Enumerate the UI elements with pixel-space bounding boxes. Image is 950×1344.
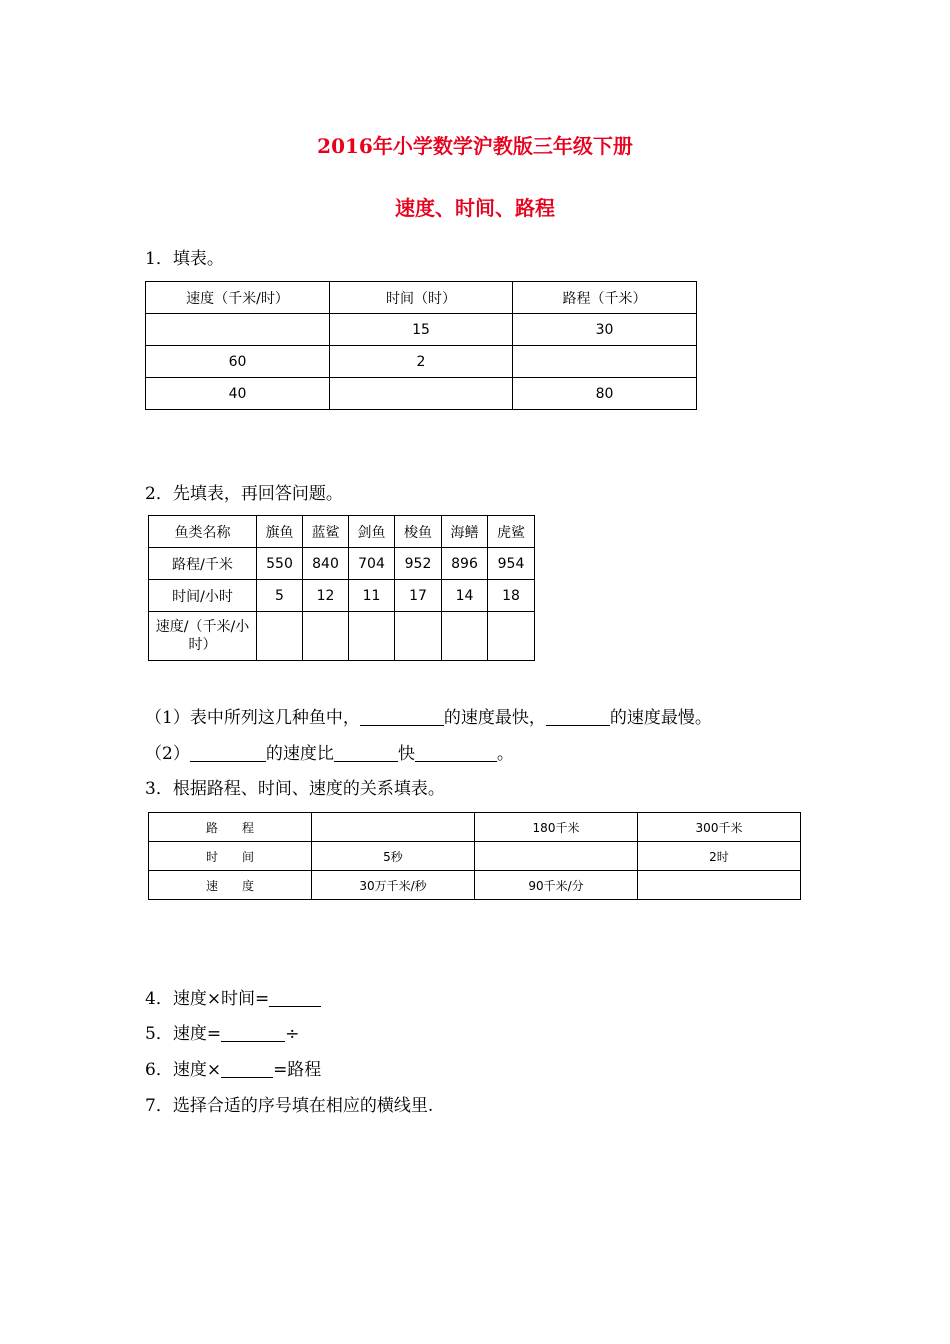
table-cell <box>513 346 697 378</box>
table-cell: 30 <box>513 314 697 346</box>
table-cell <box>442 612 488 661</box>
table-cell: 550 <box>257 548 303 580</box>
q2-sub2-text-d: 。 <box>496 744 514 764</box>
table-cell: 80 <box>513 378 697 410</box>
table-header-row <box>149 516 535 548</box>
table-cell: 952 <box>395 548 442 580</box>
q5 <box>145 1019 299 1044</box>
q5-text-a: 5．速度= <box>145 1024 222 1044</box>
q2-sub1-text-a: （1）表中所列这几种鱼中， <box>145 708 360 728</box>
answer-blank[interactable] <box>269 989 321 1007</box>
table-cell: 速度/（千米/小时） <box>149 612 257 661</box>
table-row <box>146 314 697 346</box>
table-row <box>149 612 535 661</box>
table-header-cell: 海鳝 <box>442 516 488 548</box>
table-row <box>146 378 697 410</box>
q3-label: 3．根据路程、时间、速度的关系填表。 <box>145 779 445 799</box>
table-row-header: 速 度 <box>149 871 312 900</box>
table-cell <box>303 612 349 661</box>
table-cell: 11 <box>349 580 395 612</box>
table-cell <box>475 842 638 871</box>
table-cell: 时间/小时 <box>149 580 257 612</box>
document-title: 2016年小学数学沪教版三年级下册 <box>317 134 633 158</box>
table-cell: 896 <box>442 548 488 580</box>
q3-table <box>148 812 801 900</box>
table-cell: 2时 <box>638 842 801 871</box>
table-header-cell: 时间（时） <box>330 282 513 314</box>
q4-text: 4．速度×时间= <box>145 989 270 1009</box>
q7 <box>145 1091 433 1116</box>
table-cell: 300千米 <box>638 813 801 842</box>
table-cell: 5 <box>257 580 303 612</box>
table-cell: 954 <box>488 548 535 580</box>
table-header-cell: 蓝鲨 <box>303 516 349 548</box>
table-header-cell: 鱼类名称 <box>149 516 257 548</box>
table-cell <box>488 612 535 661</box>
answer-blank[interactable] <box>415 744 497 762</box>
table-cell: 30万千米/秒 <box>312 871 475 900</box>
table-cell: 17 <box>395 580 442 612</box>
table-cell: 2 <box>330 346 513 378</box>
q2-sub2-text-b: 的速度比 <box>265 744 334 764</box>
q2-sub1-text-c: 的速度最慢。 <box>609 708 712 728</box>
table-cell: 5秒 <box>312 842 475 871</box>
table-header-cell: 梭鱼 <box>395 516 442 548</box>
table-header-cell: 路程（千米） <box>513 282 697 314</box>
table-header-cell: 虎鲨 <box>488 516 535 548</box>
table-cell: 12 <box>303 580 349 612</box>
q2-sub1 <box>145 703 712 728</box>
answer-blank[interactable] <box>546 708 610 726</box>
table-cell: 15 <box>330 314 513 346</box>
table-cell: 18 <box>488 580 535 612</box>
q6-text-b: =路程 <box>273 1060 322 1080</box>
q2-fish-table <box>148 515 535 661</box>
table-row <box>149 813 801 842</box>
table-header-cell: 剑鱼 <box>349 516 395 548</box>
table-cell: 40 <box>146 378 330 410</box>
table-row <box>149 842 801 871</box>
answer-blank[interactable] <box>334 744 398 762</box>
table-row <box>146 346 697 378</box>
table-cell: 840 <box>303 548 349 580</box>
table-cell: 704 <box>349 548 395 580</box>
q7-text: 7．选择合适的序号填在相应的横线里. <box>145 1096 434 1116</box>
table-row-header: 路 程 <box>149 813 312 842</box>
q6 <box>145 1055 321 1080</box>
q5-text-b: ÷ <box>285 1024 300 1044</box>
q2-sub2-text-a: （2） <box>145 744 190 764</box>
table-cell <box>146 314 330 346</box>
table-cell: 90千米/分 <box>475 871 638 900</box>
q4 <box>145 984 321 1009</box>
q2-label: 2．先填表，再回答问题。 <box>145 484 343 504</box>
table-cell <box>257 612 303 661</box>
table-cell <box>330 378 513 410</box>
table-row <box>149 871 801 900</box>
q2-sub2 <box>145 739 514 764</box>
q6-text-a: 6．速度× <box>145 1060 222 1080</box>
table-cell <box>349 612 395 661</box>
q1-table <box>145 281 697 410</box>
table-cell: 60 <box>146 346 330 378</box>
answer-blank[interactable] <box>190 744 266 762</box>
table-header-cell: 旗鱼 <box>257 516 303 548</box>
table-row <box>149 548 535 580</box>
table-cell <box>638 871 801 900</box>
table-cell: 14 <box>442 580 488 612</box>
answer-blank[interactable] <box>360 708 444 726</box>
table-cell <box>395 612 442 661</box>
table-cell: 180千米 <box>475 813 638 842</box>
q1-label: 1．填表。 <box>145 249 224 269</box>
table-row-header: 时 间 <box>149 842 312 871</box>
document-subtitle: 速度、时间、路程 <box>395 196 555 220</box>
table-cell: 路程/千米 <box>149 548 257 580</box>
q2-sub2-text-c: 快 <box>397 744 415 764</box>
answer-blank[interactable] <box>221 1024 285 1042</box>
table-header-row <box>146 282 697 314</box>
table-row <box>149 580 535 612</box>
answer-blank[interactable] <box>221 1060 273 1078</box>
table-header-cell: 速度（千米/时） <box>146 282 330 314</box>
table-cell <box>312 813 475 842</box>
q2-sub1-text-b: 的速度最快， <box>443 708 546 728</box>
